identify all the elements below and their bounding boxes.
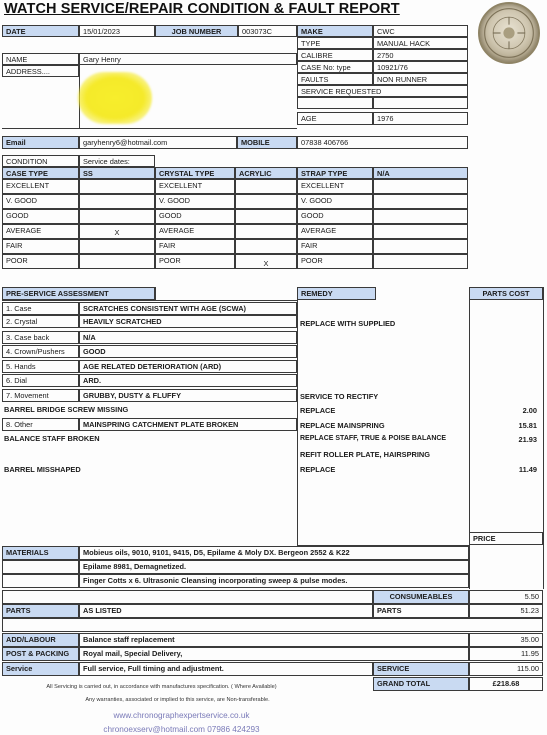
crystal-grade: V. GOOD [155, 194, 235, 209]
case-grade: GOOD [2, 209, 79, 224]
service-requested-blank-value [373, 97, 468, 109]
extra-fault: BARREL MISSHAPED [4, 465, 81, 474]
type-label: TYPE [297, 37, 373, 49]
assessment-item-value: AGE RELATED DETERIORATION (ARD) [79, 360, 297, 373]
crystal-grade-box [235, 239, 297, 254]
case-grade: V. GOOD [2, 194, 79, 209]
service-label: Service [2, 662, 79, 676]
company-seal-logo [478, 2, 540, 64]
assessment-item-label: 6. Dial [2, 374, 79, 387]
strap-type-value: N/A [373, 167, 468, 179]
consumeables-value: 5.50 [469, 590, 543, 604]
crystal-grade: AVERAGE [155, 224, 235, 239]
crystal-condition-mark: X [235, 254, 297, 269]
crystal-grade-box [235, 179, 297, 194]
footer-note: Any warranties, associated or implied to this service, are Non-transferable. [85, 697, 270, 703]
service-dates-label: Service dates: [79, 155, 155, 167]
parts-cost: 11.49 [518, 465, 537, 474]
post-packing-value: 11.95 [469, 647, 543, 661]
date-value: 15/01/2023 [79, 25, 155, 37]
remedy-header: REMEDY [297, 287, 376, 300]
materials-label: MATERIALS [2, 546, 79, 560]
case-type-label: CASE TYPE [2, 167, 79, 179]
make-value: CWC [373, 25, 468, 37]
post-packing-description: Royal mail, Special Delivery, [79, 647, 469, 661]
materials-blank [2, 574, 79, 588]
type-value: MANUAL HACK [373, 37, 468, 49]
report-title: WATCH SERVICE/REPAIR CONDITION & FAULT REPORT [4, 1, 400, 17]
price-label: PRICE [469, 532, 543, 545]
strap-grade: GOOD [297, 209, 373, 224]
case-grade-box [79, 179, 155, 194]
crystal-grade-box [235, 224, 297, 239]
extra-fault: BARREL BRIDGE SCREW MISSING [4, 405, 129, 414]
add-labour-value: 35.00 [469, 633, 543, 647]
redacted-address-blur [78, 72, 152, 124]
make-label: MAKE [297, 25, 373, 37]
service-total-label: SERVICE [373, 662, 469, 676]
footer-note: All Servicing is carried out, in accordance with manufactures specification. ( Where Available) [46, 684, 277, 690]
post-packing-label: POST & PACKING [2, 647, 79, 661]
assessment-item-label: 3. Case back [2, 331, 79, 344]
email-label: Email [2, 136, 79, 149]
assessment-item-value: MAINSPRING CATCHMENT PLATE BROKEN [79, 418, 297, 431]
strap-grade: AVERAGE [297, 224, 373, 239]
parts-cost: 2.00 [522, 406, 537, 415]
assessment-item-value: SCRATCHES CONSISTENT WITH AGE (SCWA) [79, 302, 297, 315]
job-number-label: JOB NUMBER [155, 25, 238, 37]
calibre-value: 2750 [373, 49, 468, 61]
strap-grade: POOR [297, 254, 373, 269]
case-no-label: CASE No: type [297, 61, 373, 73]
materials-line: Finger Cotts x 6. Ultrasonic Cleansing incorporating sweep & pulse modes. [79, 574, 469, 588]
pre-service-assessment-header: PRE-SERVICE ASSESSMENT [2, 287, 155, 300]
case-grade-box [79, 254, 155, 269]
condition-label: CONDITION [2, 155, 79, 167]
faults-value: NON RUNNER [373, 73, 468, 85]
case-grade: EXCELLENT [2, 179, 79, 194]
parts-cost: 15.81 [518, 421, 537, 430]
mobile-label: MOBILE [237, 136, 297, 149]
strap-grade: EXCELLENT [297, 179, 373, 194]
case-no-value: 10921/76 [373, 61, 468, 73]
consumeables-left-blank [2, 590, 373, 604]
name-value: Gary Henry [79, 53, 297, 65]
remedy-line: REFIT ROLLER PLATE, HAIRSPRING [300, 450, 431, 459]
strap-grade: V. GOOD [297, 194, 373, 209]
remedy-line: REPLACE WITH SUPPLIED [300, 319, 396, 328]
parts-total-value: 51.23 [469, 604, 543, 618]
consumeables-label: CONSUMEABLES [373, 590, 469, 604]
assessment-item-label: 7. Movement [2, 389, 79, 402]
calibre-label: CALIBRE [297, 49, 373, 61]
strap-grade-box [373, 224, 468, 239]
case-grade: POOR [2, 254, 79, 269]
mobile-value: 07838 406766 [297, 136, 468, 149]
parts-cost: 21.93 [518, 435, 537, 444]
add-labour-label: ADD/LABOUR [2, 633, 79, 647]
crystal-grade: FAIR [155, 239, 235, 254]
grand-total-label: GRAND TOTAL [373, 677, 469, 691]
spacer-row [2, 618, 543, 632]
strap-type-label: STRAP TYPE [297, 167, 373, 179]
assessment-item-value: GOOD [79, 345, 297, 358]
strap-grade-box [373, 239, 468, 254]
materials-line: Mobieus oils, 9010, 9101, 9415, D5, Epilame & Moly DX. Bergeon 2552 & K22 [79, 546, 469, 560]
assessment-item-value: HEAVILY SCRATCHED [79, 315, 297, 328]
case-grade-box [79, 239, 155, 254]
assessment-item-value: N/A [79, 331, 297, 344]
remedy-line: REPLACE MAINSPRING [300, 421, 385, 430]
service-requested-blank [297, 97, 373, 109]
parts-description: AS LISTED [79, 604, 373, 618]
case-grade: FAIR [2, 239, 79, 254]
age-label: AGE [297, 112, 373, 125]
crystal-type-value: ACRYLIC [235, 167, 297, 179]
crystal-grade: POOR [155, 254, 235, 269]
case-grade-box [79, 209, 155, 224]
strap-grade-box [373, 179, 468, 194]
crystal-grade: EXCELLENT [155, 179, 235, 194]
contact-line[interactable]: chronoexserv@hotmail.com 07986 424293 [103, 725, 260, 734]
strap-grade-box [373, 209, 468, 224]
date-label: DATE [2, 25, 79, 37]
strap-grade: FAIR [297, 239, 373, 254]
grand-total-value: £218.68 [469, 677, 543, 691]
strap-grade-box [373, 194, 468, 209]
assessment-item-label: 8. Other [2, 418, 79, 431]
service-requested-label: SERVICE REQUESTED [297, 85, 468, 97]
service-total-value: 115.00 [469, 662, 543, 676]
remedy-line: REPLACE STAFF, TRUE & POISE BALANCE [300, 435, 447, 442]
crystal-grade: GOOD [155, 209, 235, 224]
assessment-item-value: GRUBBY, DUSTY & FLUFFY [79, 389, 297, 402]
email-value: garyhenry6@hotmail.com [79, 136, 237, 149]
remedy-line: REPLACE [300, 465, 336, 474]
materials-blank [2, 560, 79, 574]
case-type-value: SS [79, 167, 155, 179]
remedy-line: REPLACE [300, 406, 336, 415]
assessment-item-label: 1. Case [2, 302, 79, 315]
parts-label: PARTS [2, 604, 79, 618]
case-condition-mark: X [79, 224, 155, 239]
assessment-item-value: ARD. [79, 374, 297, 387]
age-value: 1976 [373, 112, 468, 125]
parts-cost-header: PARTS COST [469, 287, 543, 300]
address-label: ADDRESS.... [2, 65, 79, 77]
crystal-type-label: CRYSTAL TYPE [155, 167, 235, 179]
add-labour-description: Balance staff replacement [79, 633, 469, 647]
job-number-value: 003073C [238, 25, 297, 37]
assessment-item-label: 2. Crystal [2, 315, 79, 328]
name-label: NAME [2, 53, 79, 65]
materials-line: Epilame 8981, Demagnetized. [79, 560, 469, 574]
assessment-item-label: 5. Hands [2, 360, 79, 373]
case-grade: AVERAGE [2, 224, 79, 239]
service-description: Full service, Full timing and adjustment. [79, 662, 373, 676]
parts-total-label: PARTS [373, 604, 469, 618]
website-link[interactable]: www.chronographexpertservice.co.uk [113, 711, 250, 720]
remedy-line: SERVICE TO RECTIFY [300, 392, 379, 401]
crystal-grade-box [235, 209, 297, 224]
crystal-grade-box [235, 194, 297, 209]
extra-fault: BALANCE STAFF BROKEN [4, 434, 100, 443]
assessment-item-label: 4. Crown/Pushers [2, 345, 79, 358]
case-grade-box [79, 194, 155, 209]
strap-grade-box [373, 254, 468, 269]
faults-label: FAULTS [297, 73, 373, 85]
